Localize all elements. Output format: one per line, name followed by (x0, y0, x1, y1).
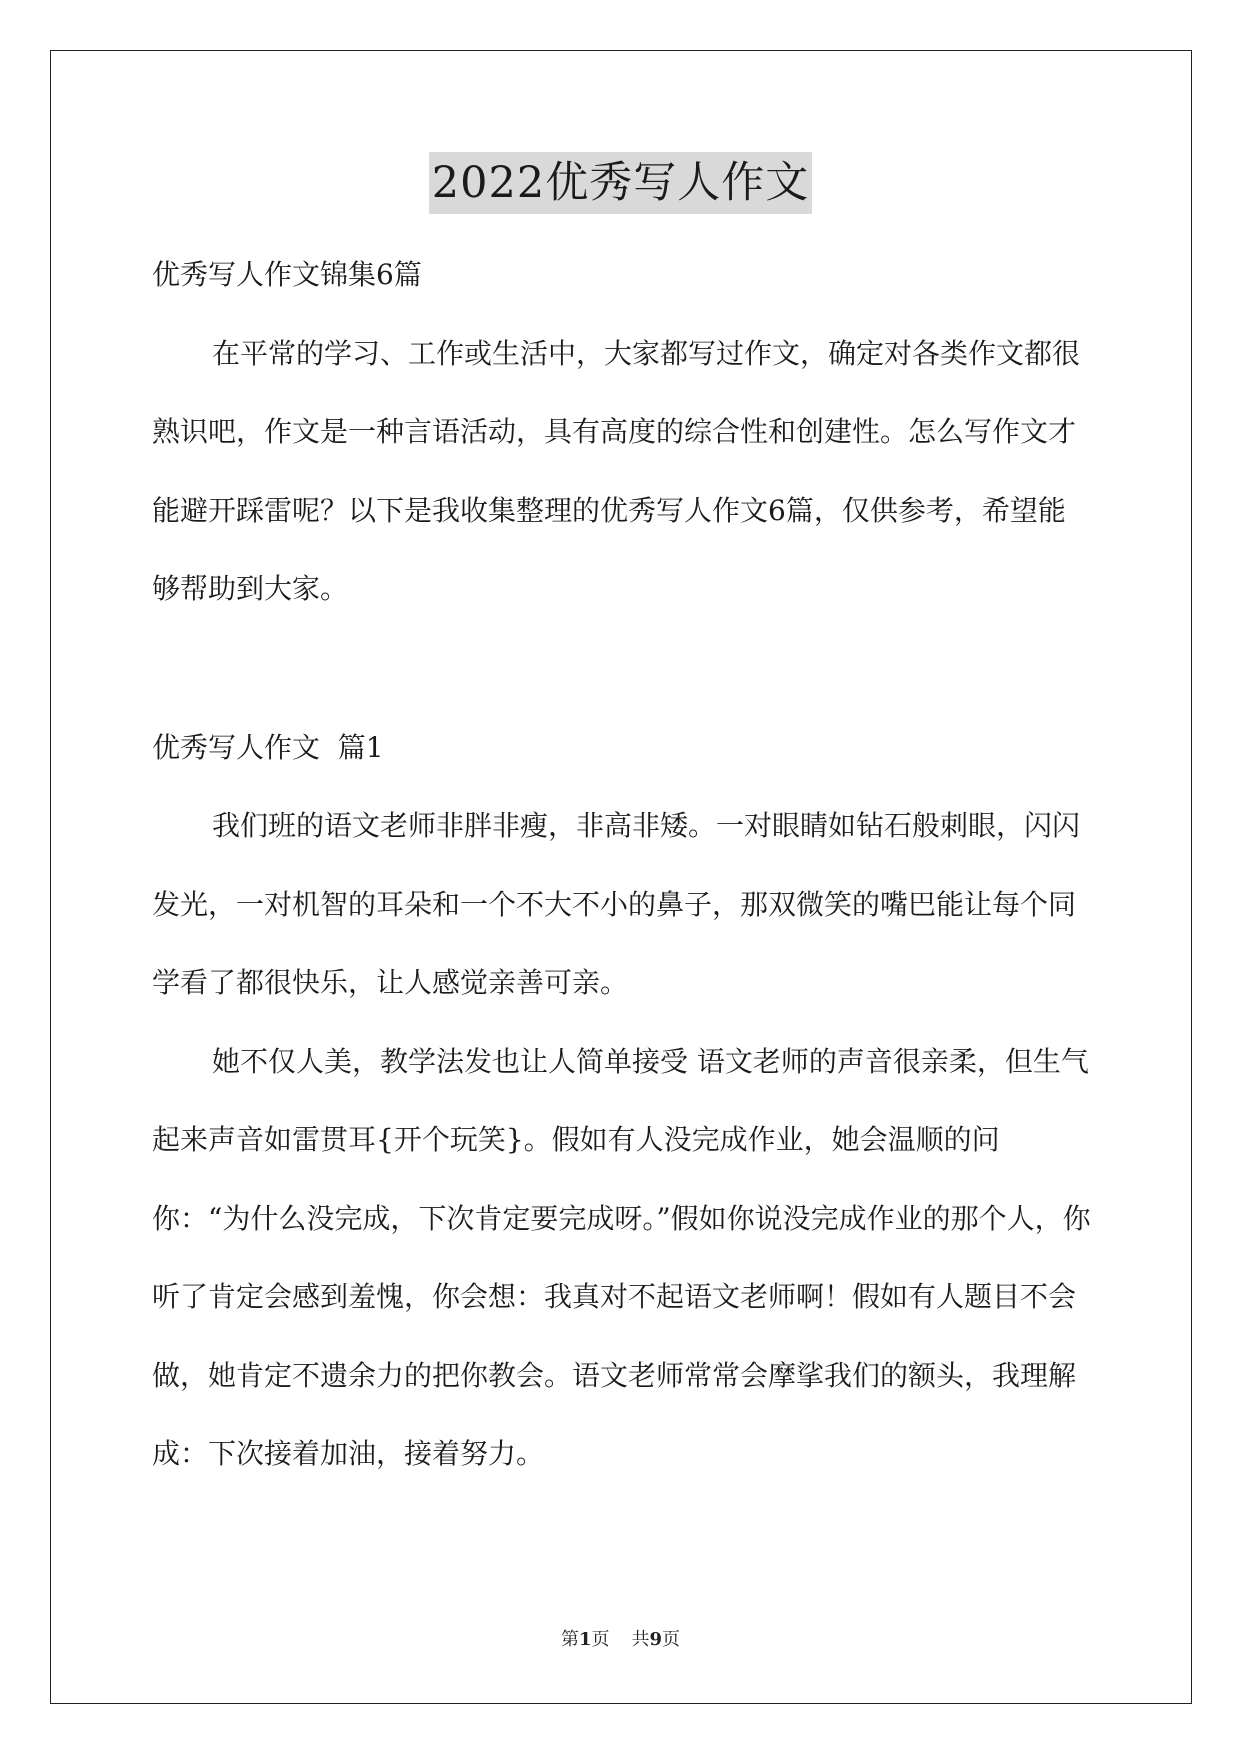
body-paragraph: 她不仅人美，教学法发也让人简单接受 语文老师的声音很亲柔，但生气起来声音如雷贯耳{开个玩笑}。假如有人没完成作业，她会温顺的问你：“为什么没完成，下次肯定要完成呀。”假如你说没完成作业的那个人，你听了肯定会感到羞愧，你会想：我真对不起语文老师啊！假如有人题目不会做，她肯定不遗余力的把你教会。语文老师常常会摩挲我们的额头，我理解成：下次接着加油，接着努力。 (152, 1044, 1091, 1470)
page-number-suffix: 页 (591, 1629, 610, 1650)
body-paragraph: 我们班的语文老师非胖非瘦，非高非矮。一对眼睛如钻石般刺眼，闪闪发光，一对机智的耳朵和一个不大不小的鼻子，那双微笑的嘴巴能让每个同学看了都很快乐，让人感觉亲善可亲。 (152, 809, 1081, 999)
document-title: 2022优秀写人作文 (429, 152, 812, 214)
intro-paragraph: 在平常的学习、工作或生活中，大家都写过作文，确定对各类作文都很熟识吧，作文是一种言语活动，具有高度的综合性和创建性。怎么写作文才能避开踩雷呢？以下是我收集整理的优秀写人作文6篇，仅供参考，希望能够帮助到大家。 (152, 336, 1081, 605)
title-container (0, 152, 1241, 214)
document-subtitle: 优秀写人作文锦集6篇 (152, 258, 422, 291)
document-body (152, 236, 1092, 1494)
section-heading: 优秀写人作文 篇1 (152, 730, 384, 764)
page-number-current: 1 (578, 1629, 592, 1650)
page-footer (0, 1625, 1241, 1651)
page-number-prefix: 第 (560, 1629, 579, 1650)
section-spacer (152, 629, 1092, 709)
page-total-suffix: 页 (662, 1629, 681, 1650)
page-total-prefix: 共 (631, 1629, 650, 1650)
page-total-count: 9 (649, 1629, 663, 1650)
